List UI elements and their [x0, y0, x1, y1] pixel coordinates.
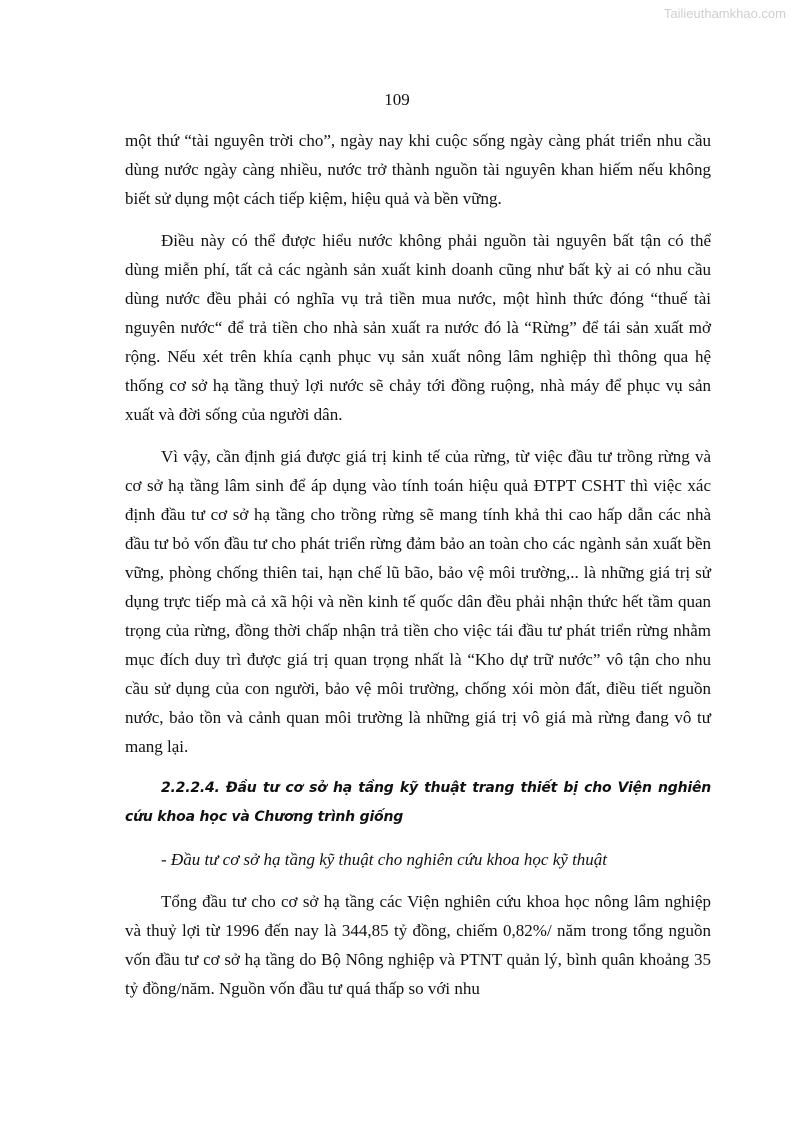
watermark: Tailieuthamkhao.com: [663, 6, 786, 21]
page-number: 109: [384, 90, 410, 109]
document-body: [125, 126, 711, 1016]
paragraph-continuation: một thứ “tài nguyên trời cho”, ngày nay khi cuộc sống ngày càng phát triển nhu cầu dùng nước ngày càng nhiều, nước trở thành nguồn tài nguyên khan hiếm nếu không biết sử dụng một cách tiếp kiệm, hiệu quả và bền vững.: [125, 131, 711, 208]
section-subheading: - Đầu tư cơ sở hạ tầng kỹ thuật cho nghiên cứu khoa học kỹ thuật: [161, 850, 608, 869]
paragraph-forest-valuation: Vì vậy, cần định giá được giá trị kinh tế của rừng, từ việc đầu tư trồng rừng và cơ sở hạ tầng lâm sinh để áp dụng vào tính toán hiệu quả ĐTPT CSHT thì việc xác định đầu tư cơ sở hạ tầng cho trồng rừng sẽ mang tính khả thi cao hấp dẫn các nhà đầu tư bỏ vốn đầu tư cho phát triển rừng đảm bảo an toàn cho các ngành sản xuất bền vững, phòng chống thiên tai, hạn chế lũ bão, bảo vệ môi trường,.. là những giá trị sử dụng trực tiếp mà cả xã hội và nền kinh tế quốc dân đều phải nhận thức hết tầm quan trọng của rừng, đồng thời chấp nhận trả tiền cho việc tái đầu tư phát triển rừng nhằm mục đích duy trì được giá trị quan trọng nhất là “Kho dự trữ nước” vô tận cho nhu cầu sử dụng của con người, bảo vệ môi trường, chống xói mòn đất, điều tiết nguồn nước, bảo tồn và cảnh quan môi trường là những giá trị vô giá mà rừng đang vô tư mang lại.: [125, 447, 711, 756]
paragraph-investment-total: Tổng đầu tư cho cơ sở hạ tầng các Viện nghiên cứu khoa học nông lâm nghiệp và thuỷ lợi từ 1996 đến nay là 344,85 tỷ đồng, chiếm 0,82%/ năm trong tổng nguồn vốn đầu tư cơ sở hạ tầng do Bộ Nông nghiệp và PTNT quản lý, bình quân khoảng 35 tỷ đồng/năm. Nguồn vốn đầu tư quá thấp so với nhu: [125, 892, 711, 998]
paragraph-water-resource: Điều này có thể được hiểu nước không phải nguồn tài nguyên bất tận có thể dùng miễn phí, tất cả các ngành sản xuất kinh doanh cũng như bất kỳ ai có nhu cầu dùng nước đều phải có nghĩa vụ trả tiền mua nước, một hình thức đóng “thuế tài nguyên nước“ để trả tiền cho nhà sản xuất ra nước đó là “Rừng” để tái sản xuất mở rộng. Nếu xét trên khía cạnh phục vụ sản xuất nông lâm nghiệp thì thông qua hệ thống cơ sở hạ tầng thuỷ lợi nước sẽ chảy tới đồng ruộng, nhà máy để phục vụ sản xuất và đời sống của người dân.: [125, 231, 711, 424]
section-heading: 2.2.2.4. Đầu tư cơ sở hạ tầng kỹ thuật trang thiết bị cho Viện nghiên cứu khoa học và Chương trình giống: [125, 780, 711, 825]
